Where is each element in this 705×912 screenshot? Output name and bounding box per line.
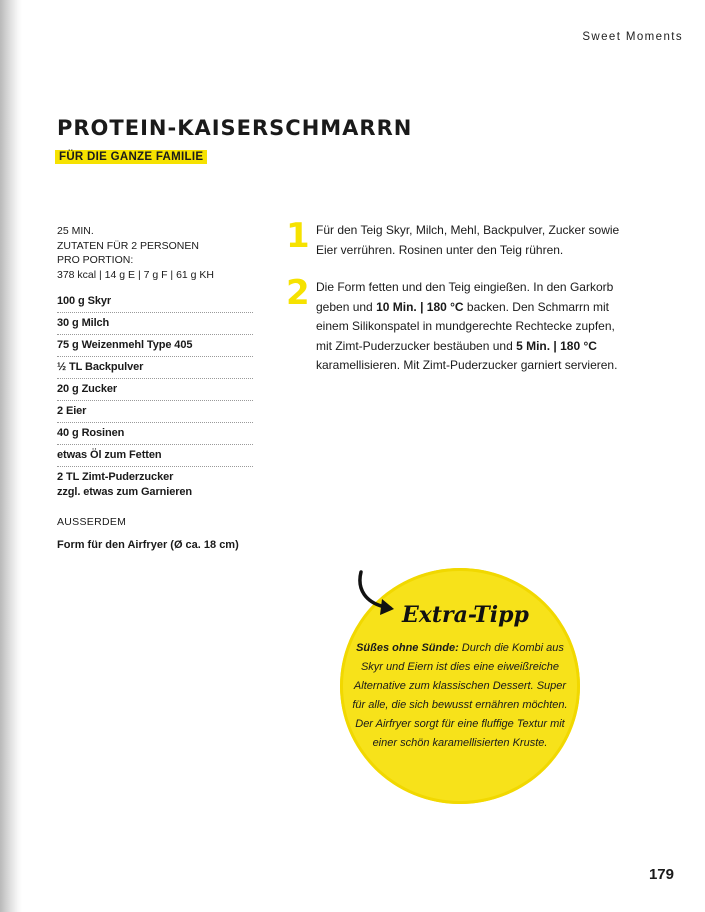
- tip-lead: Süßes ohne Sünde:: [356, 642, 459, 654]
- ingredient-item: 75 g Weizenmehl Type 405: [57, 335, 253, 357]
- step-text: [316, 278, 626, 376]
- ingredient-item: 20 g Zucker: [57, 379, 253, 401]
- step-text-part: backen. Den Schmarrn mit einem Silikonspatel in mundgerechte Rechtecke zupfen, mit Zimt-Puderzucker bestäuben und: [316, 299, 615, 353]
- portion-label: PRO PORTION:: [57, 254, 134, 266]
- ingredient-item: etwas Öl zum Fetten: [57, 445, 253, 467]
- recipe-subtitle-badge: FÜR DIE GANZE FAMILIE: [55, 150, 207, 164]
- ingredient-item: 100 g Skyr: [57, 291, 253, 313]
- ingredient-line: zzgl. etwas zum Garnieren: [57, 486, 193, 498]
- step-number: 1: [286, 216, 310, 256]
- extras-heading: AUSSERDEM: [57, 516, 127, 528]
- ingredient-line: 2 TL Zimt-Puderzucker: [57, 471, 174, 483]
- step-text: Für den Teig Skyr, Milch, Mehl, Backpulver, Zucker sowie Eier verrühren. Rosinen unter den Teig rühren.: [316, 223, 620, 257]
- step-number: 2: [286, 273, 310, 313]
- nutrition-info: 378 kcal | 14 g E | 7 g F | 61 g KH: [57, 268, 215, 281]
- book-spine-shadow: [0, 0, 22, 912]
- instruction-step: [286, 273, 626, 376]
- ingredient-item: [57, 467, 253, 503]
- tip-title: Extra-Tipp: [402, 602, 529, 628]
- ingredient-list: [57, 291, 253, 503]
- step-text-part: karamellisieren. Mit Zimt-Puderzucker garniert servieren.: [316, 358, 618, 372]
- instruction-step: [286, 216, 626, 260]
- step-text-part: Die Form fetten und den Teig eingießen. In den Garkorb geben und: [316, 280, 614, 314]
- curved-arrow-icon: [352, 570, 402, 620]
- prep-time: 25 MIN.: [57, 225, 94, 237]
- tip-text: [352, 639, 568, 753]
- servings: ZUTATEN FÜR 2 PERSONEN: [57, 239, 199, 252]
- ingredient-item: 30 g Milch: [57, 313, 253, 335]
- step-time-temp: 5 Min. | 180 °C: [516, 338, 597, 353]
- ingredient-item: ½ TL Backpulver: [57, 357, 253, 379]
- page-number: 179: [648, 866, 674, 883]
- tip-body: Durch die Kombi aus Skyr und Eiern ist dies eine eiweißreiche Alternative zum klassischen Dessert. Super für alle, die sich bewusst ernähren möchten. Der Airfryer sorgt für eine fluffige Textur mit einer schön karamellisierten Kruste.: [352, 642, 568, 749]
- ingredient-item: 2 Eier: [57, 401, 253, 423]
- recipe-meta: [57, 224, 257, 282]
- ingredient-item: 40 g Rosinen: [57, 423, 253, 445]
- recipe-title: PROTEIN-KAISERSCHMARRN: [57, 116, 413, 140]
- step-time-temp: 10 Min. | 180 °C: [376, 299, 464, 314]
- extras-item: Form für den Airfryer (Ø ca. 18 cm): [57, 539, 239, 551]
- chapter-title: Sweet Moments: [582, 31, 683, 43]
